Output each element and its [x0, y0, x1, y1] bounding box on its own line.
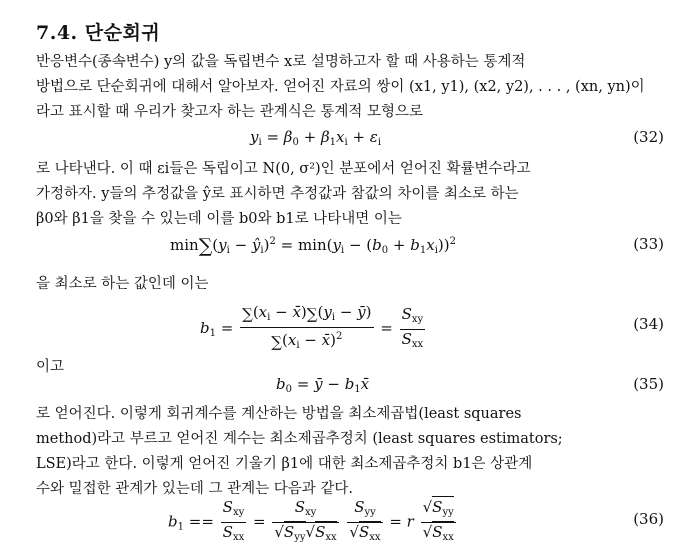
- fraction: $\frac{S_{xy}}{S_{xx}}$: [401, 304, 424, 350]
- fraction: $\frac{\sum(x_i - x̄)\sum(y_i - ȳ)}{\sum(x_i - x̄)^2}$: [242, 303, 372, 351]
- paragraph-line: 방법으로 단순회귀에 대해서 알아보자. 얻어진 자료의 쌍이 (x1, y1), (x2, y2), . . . , (xn, yn)이: [36, 79, 645, 95]
- equation-number: (34): [633, 315, 664, 333]
- paragraph-line: 을 최소로 하는 값인데 이는: [36, 276, 209, 292]
- paragraph-line: 수와 밀접한 관계가 있는데 그 관계는 다음과 같다.: [36, 481, 354, 497]
- fraction: $\frac{S_{xy}}{S_{xx}}$: [222, 498, 245, 543]
- equation-number: (35): [633, 375, 664, 393]
- fraction: $\frac{S_{yy}}{√S_{xx}}$: [349, 498, 381, 543]
- equation-34: [36, 303, 664, 351]
- paragraph-line: 라고 표시할 때 우리가 찾고자 하는 관계식은 통계적 모형으로: [36, 104, 424, 120]
- equation-body: $b_0$ = ȳ − $b_1x̄$: [276, 375, 370, 395]
- paragraph-line: 가정하자. y들의 추정값을 ŷ로 표시하면 추정값과 참값의 차이를 최소로 하는: [36, 186, 519, 202]
- equation-body: $b_1$ == $\frac{S_{xy}}{S_{xx}}$ = $\frac{S_{xy}}{√S_{yy}√S_{xx}}$ $\frac{S_{yy}}{√S_{xx}}$ = r $\frac{√S_{yy}}{√S_{xx}}$: [168, 498, 458, 547]
- equation-36: [36, 498, 664, 542]
- equation-32: [36, 128, 664, 158]
- paragraph-line: 이고: [36, 359, 65, 375]
- section-title: 7.4. 단순회귀: [36, 22, 161, 44]
- fraction: $\frac{S_{xy}}{√S_{yy}√S_{xx}}$: [274, 498, 337, 543]
- fraction: $\frac{√S_{yy}}{√S_{xx}}$: [422, 498, 454, 543]
- equation-33: [36, 235, 664, 265]
- equation-number: (32): [633, 128, 664, 146]
- paragraph-line: method)라고 부르고 얻어진 계수는 최소제곱추정치 (least squares estimators;: [36, 431, 563, 447]
- equation-35: [36, 375, 664, 405]
- equation-number: (33): [633, 235, 664, 253]
- paragraph-line: 로 얻어진다. 이렇게 회귀계수를 계산하는 방법을 최소제곱법(least squares: [36, 406, 522, 422]
- equation-body: $b_1$ = $\frac{\sum(x_i - x̄)\sum(y_i - ȳ)}{\sum(x_i - x̄)^2}$ = $\frac{S_{xy}}{S_{xx}}$: [200, 303, 427, 355]
- paragraph-3: [36, 272, 664, 297]
- paragraph-line: β0와 β1을 찾을 수 있는데 이를 b0와 b1로 나타내면 이는: [36, 211, 402, 227]
- paragraph-5: [36, 402, 664, 502]
- paragraph-2: [36, 157, 664, 232]
- paragraph-1: [36, 50, 664, 125]
- equation-number: (36): [633, 510, 664, 528]
- paragraph-line: LSE)라고 한다. 이렇게 얻어진 기울기 β1에 대한 최소제곱추정치 b1은 상관계: [36, 456, 533, 472]
- equation-body: $y_i = \beta_0 + \beta_1x_i + \varepsilon_i$: [250, 128, 382, 148]
- equation-body: $\min\sum(y_i$ − $ŷ_i)^2 = \min(y_i - (b_0 + b_1x_i))^2$: [170, 235, 456, 257]
- paragraph-line: 로 나타낸다. 이 때 εi들은 독립이고 N(0, σ²)인 분포에서 얻어진 확률변수라고: [36, 161, 531, 177]
- paragraph-line: 반응변수(종속변수) y의 값을 독립변수 x로 설명하고자 할 때 사용하는 통계적: [36, 54, 526, 70]
